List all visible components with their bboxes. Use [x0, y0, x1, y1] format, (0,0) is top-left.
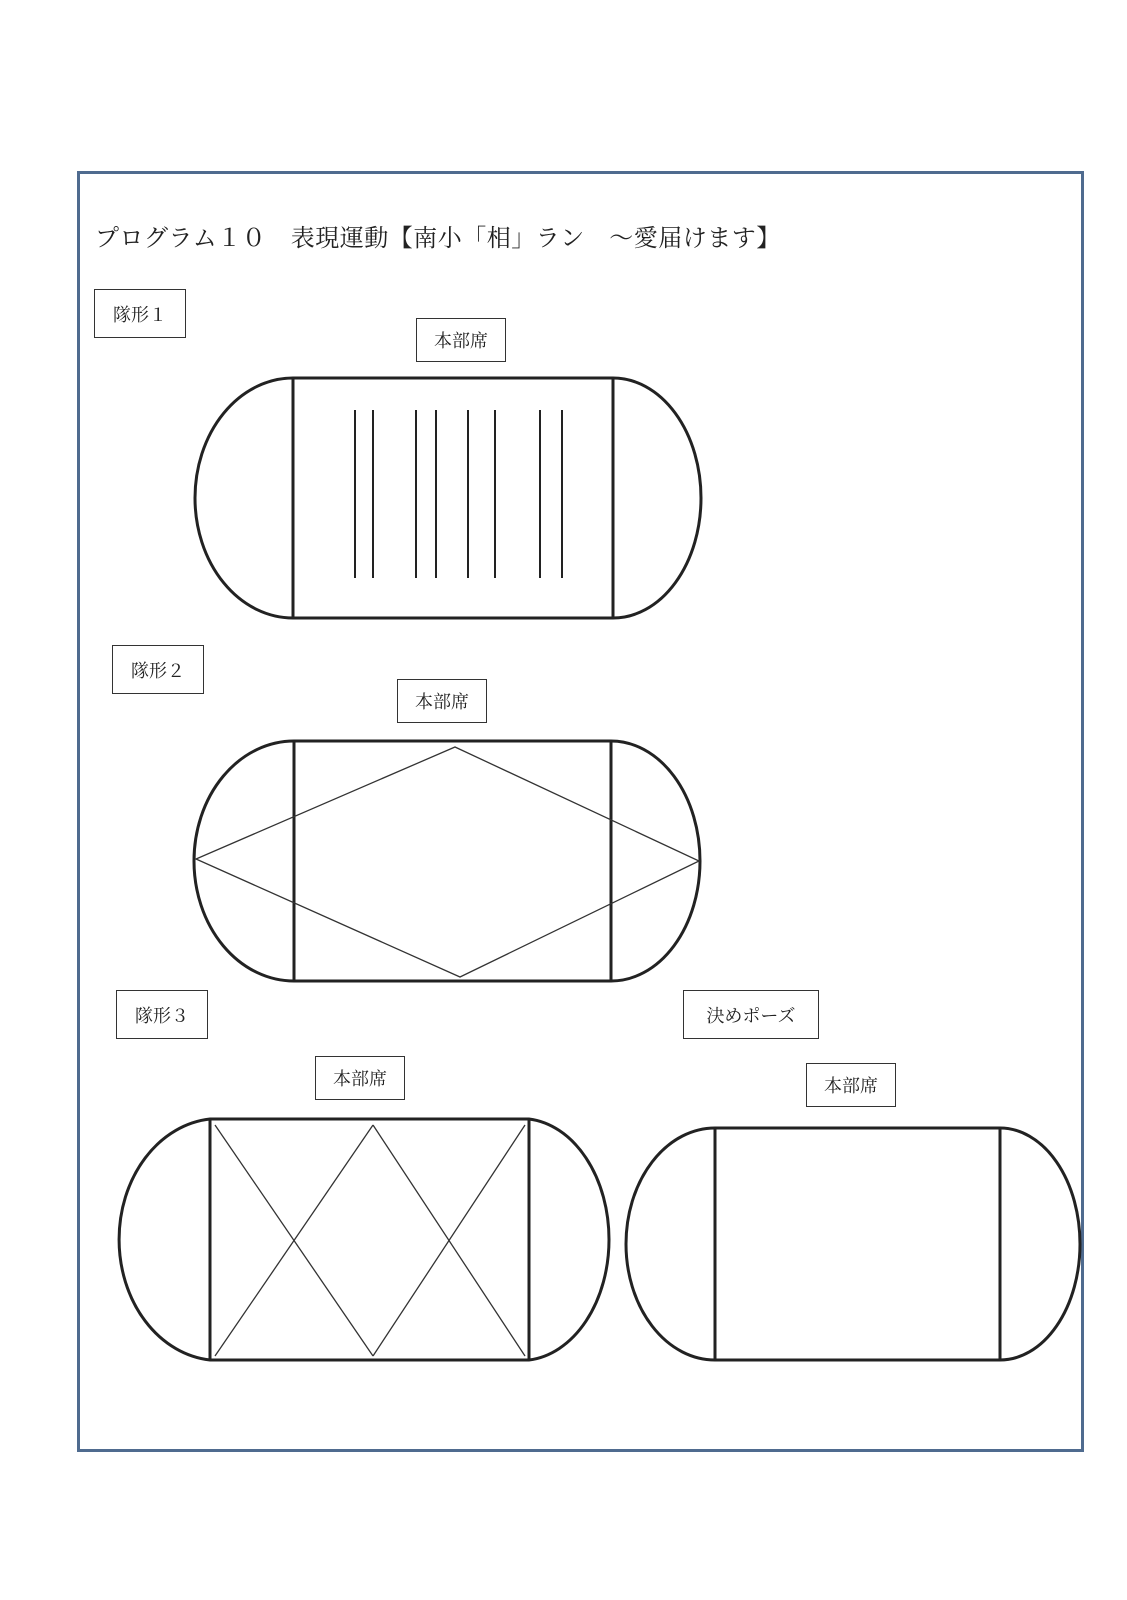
field-outline [119, 1119, 609, 1360]
final-pose-label: 決めポーズ [683, 990, 819, 1039]
formation-3-label: 隊形３ [116, 990, 208, 1039]
field-outline [626, 1128, 1080, 1360]
formation-1-label: 隊形１ [94, 289, 186, 338]
formation-3-hq-label: 本部席 [315, 1056, 405, 1100]
final-pose-field [626, 1126, 1084, 1364]
formation-2-field [193, 739, 705, 984]
formation-2-hq-label: 本部席 [397, 679, 487, 723]
field-outline [195, 378, 701, 618]
formation-2-label: 隊形２ [112, 645, 204, 694]
formation-1-hq-label: 本部席 [416, 318, 506, 362]
formation-1-field [195, 376, 705, 621]
formation-3-field [109, 1117, 619, 1363]
final-pose-hq-label: 本部席 [806, 1063, 896, 1107]
page-title: プログラム１０ 表現運動【南小「相」ラン ～愛届けます】 [95, 224, 781, 252]
field-outline [194, 741, 700, 981]
